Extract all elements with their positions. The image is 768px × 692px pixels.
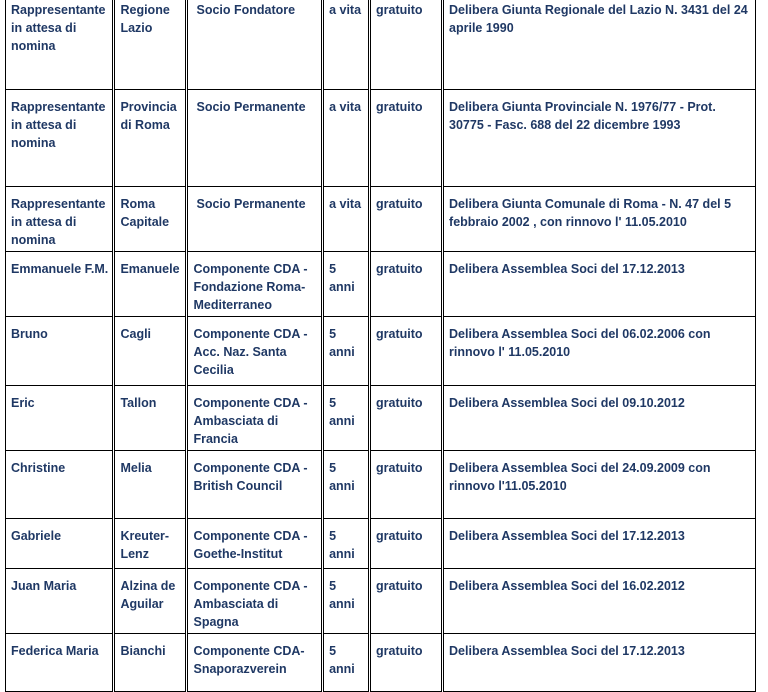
role-cell: Socio Fondatore <box>187 0 323 90</box>
role-cell: Componente CDA-Snaporazverein <box>187 634 323 692</box>
role-cell: Componente CDA - Fondazione Roma-Mediterraneo <box>187 252 323 317</box>
first-name-cell: Emmanuele F.M. <box>6 252 114 317</box>
duration-cell: 5 anni <box>323 569 370 634</box>
last-name-cell: Cagli <box>114 317 187 386</box>
table-row <box>6 252 756 317</box>
duration-cell: a vita <box>323 0 370 90</box>
table-row <box>6 634 756 692</box>
table-row <box>6 187 756 252</box>
resolution-cell: Delibera Assemblea Soci del 17.12.2013 <box>443 252 756 317</box>
compensation-cell: gratuito <box>370 317 443 386</box>
compensation-cell: gratuito <box>370 519 443 569</box>
first-name-cell: Christine <box>6 451 114 519</box>
last-name-cell: Regione Lazio <box>114 0 187 90</box>
table-row <box>6 386 756 451</box>
duration-cell: a vita <box>323 90 370 187</box>
duration-cell: 5 anni <box>323 386 370 451</box>
role-cell: Componente CDA - Acc. Naz. Santa Cecilia <box>187 317 323 386</box>
duration-cell: a vita <box>323 187 370 252</box>
last-name-cell: Provincia di Roma <box>114 90 187 187</box>
last-name-cell: Alzina de Aguilar <box>114 569 187 634</box>
resolution-cell: Delibera Giunta Regionale del Lazio N. 3431 del 24 aprile 1990 <box>443 0 756 90</box>
compensation-cell: gratuito <box>370 451 443 519</box>
compensation-cell: gratuito <box>370 187 443 252</box>
resolution-cell: Delibera Assemblea Soci del 06.02.2006 con rinnovo l' 11.05.2010 <box>443 317 756 386</box>
duration-cell: 5 anni <box>323 519 370 569</box>
last-name-cell: Bianchi <box>114 634 187 692</box>
last-name-cell: Roma Capitale <box>114 187 187 252</box>
members-table <box>5 0 756 692</box>
table-row <box>6 451 756 519</box>
first-name-cell: Federica Maria <box>6 634 114 692</box>
compensation-cell: gratuito <box>370 634 443 692</box>
table-row <box>6 0 756 90</box>
resolution-cell: Delibera Assemblea Soci del 09.10.2012 <box>443 386 756 451</box>
first-name-cell: Eric <box>6 386 114 451</box>
resolution-cell: Delibera Assemblea Soci del 17.12.2013 <box>443 519 756 569</box>
role-cell: Componente CDA - Ambasciata di Spagna <box>187 569 323 634</box>
resolution-cell: Delibera Assemblea Soci del 16.02.2012 <box>443 569 756 634</box>
role-cell: Socio Permanente <box>187 187 323 252</box>
first-name-cell: Rappresentante in attesa di nomina <box>6 0 114 90</box>
duration-cell: 5 anni <box>323 451 370 519</box>
first-name-cell: Gabriele <box>6 519 114 569</box>
table-row <box>6 90 756 187</box>
table-row <box>6 569 756 634</box>
first-name-cell: Juan Maria <box>6 569 114 634</box>
resolution-cell: Delibera Giunta Comunale di Roma - N. 47 del 5 febbraio 2002 , con rinnovo l' 11.05.2010 <box>443 187 756 252</box>
duration-cell: 5 anni <box>323 634 370 692</box>
first-name-cell: Bruno <box>6 317 114 386</box>
compensation-cell: gratuito <box>370 90 443 187</box>
first-name-cell: Rappresentante in attesa di nomina <box>6 90 114 187</box>
table-row <box>6 317 756 386</box>
duration-cell: 5 anni <box>323 317 370 386</box>
role-cell: Componente CDA - Goethe-Institut <box>187 519 323 569</box>
role-cell: Componente CDA - Ambasciata di Francia <box>187 386 323 451</box>
last-name-cell: Emanuele <box>114 252 187 317</box>
resolution-cell: Delibera Assemblea Soci del 17.12.2013 <box>443 634 756 692</box>
role-cell: Socio Permanente <box>187 90 323 187</box>
compensation-cell: gratuito <box>370 252 443 317</box>
compensation-cell: gratuito <box>370 0 443 90</box>
last-name-cell: Kreuter-Lenz <box>114 519 187 569</box>
resolution-cell: Delibera Giunta Provinciale N. 1976/77 - Prot. 30775 - Fasc. 688 del 22 dicembre 1993 <box>443 90 756 187</box>
compensation-cell: gratuito <box>370 569 443 634</box>
last-name-cell: Melia <box>114 451 187 519</box>
first-name-cell: Rappresentante in attesa di nomina <box>6 187 114 252</box>
compensation-cell: gratuito <box>370 386 443 451</box>
table-row <box>6 519 756 569</box>
duration-cell: 5 anni <box>323 252 370 317</box>
last-name-cell: Tallon <box>114 386 187 451</box>
role-cell: Componente CDA - British Council <box>187 451 323 519</box>
members-table-body <box>6 0 756 692</box>
resolution-cell: Delibera Assemblea Soci del 24.09.2009 con rinnovo l'11.05.2010 <box>443 451 756 519</box>
